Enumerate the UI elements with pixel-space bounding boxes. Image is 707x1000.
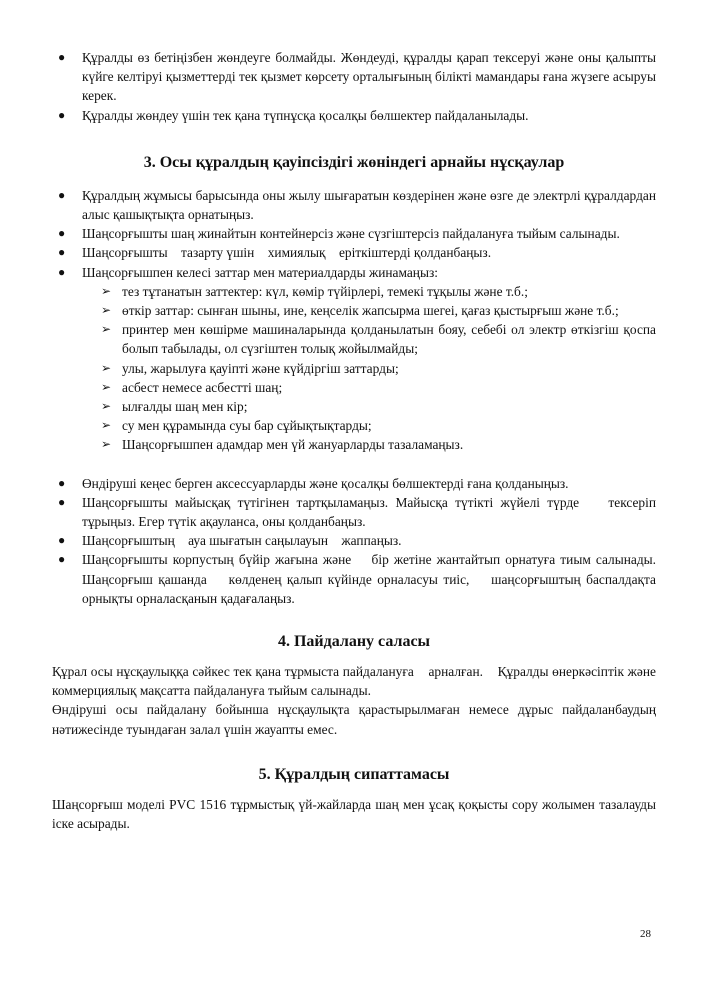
bullet-icon: ● (58, 533, 66, 548)
section-3-bullet-list (52, 186, 656, 282)
list-item: ● Құралдың жұмысы барысында оны жылу шығаратын көздерінен және өзге де электрлі құралдардан алыс қашықтықта орнатыңыз. (58, 187, 656, 223)
forbidden-items-list (52, 282, 656, 455)
sub-list-item: ➢ улы, жарылуға қауіпті және күйдіргіш заттарды; (52, 359, 656, 378)
page-number: 28 (640, 928, 651, 940)
section-4-paragraph-2: Өндіруші осы пайдалану бойынша нұсқаулықта қарастырылмаған немесе дұрыс пайдаланбаудың нәтижесінде туындаған залал үшін жауапты емес. (52, 702, 656, 737)
arrow-bullet-icon: ➢ (101, 322, 112, 337)
arrow-bullet-icon: ➢ (101, 418, 112, 433)
list-item: ● Шаңсорғышты майысқақ түтігінен тартқыламаңыз. Майысқа түтікті жүйелі түрде тексеріп тұрыңыз. Егер түтік ақауланса, оны қолданбаңыз. (58, 494, 660, 530)
section-5-heading: 5. Құралдың сипаттамасы (258, 765, 450, 783)
bullet-icon: ● (58, 264, 66, 279)
bullet-icon: ● (58, 50, 66, 64)
bullet-icon: ● (58, 226, 66, 241)
bullet-icon: ● (58, 552, 66, 567)
sub-list-item: ➢ тез тұтанатын заттектер: күл, көмір түйірлері, темекі тұқылы және т.б.; (52, 282, 656, 301)
section-5-paragraph: Шаңсорғыш моделі PVC 1516 тұрмыстық үй-жайларда шаң мен ұсақ қоқысты сору жолымен тазалауды іске асырады. (52, 796, 656, 832)
list-item: ● Шаңсорғышты корпустың бүйір жағына және бір жетіне жантайтып орнатуға тиым салынады. Шаңсорғыш қашанда көлденең қалып күйінде орналасуы тиіс, шаңсорғыштың баспалдақта орнықты орналасқанын қадағалаңыз. (58, 552, 660, 606)
list-item: ● Шаңсорғышпен келесі заттар мен материалдарды жинамаңыз: (52, 263, 656, 282)
arrow-bullet-icon: ➢ (101, 399, 112, 414)
arrow-bullet-icon: ➢ (101, 437, 112, 452)
sub-list-item: ➢ ылғалды шаң мен кір; (52, 397, 656, 416)
list-item: ● Шаңсорғышты шаң жинайтын контейнерсіз және сүзгіштерсіз пайдалануға тыйым салынады. (52, 224, 656, 243)
sub-list-item: ➢ өткір заттар: сынған шыны, ине, кеңселік жапсырма шегеі, қағаз қыстырғыш және т.б.; (52, 301, 656, 320)
list-item: ● Өндіруші кеңес берген аксессуарларды және қосалқы бөлшектерді ғана қолданыңыз. (52, 474, 656, 493)
section-3-heading: 3. Осы құралдың қауіпсіздігі жөніндегі арнайы нұсқаулар (143, 153, 565, 171)
list-item: ● Шаңсорғышты тазарту үшін химиялық еріткіштерді қолданбаңыз. (52, 243, 656, 262)
sub-list-item: ➢ принтер мен көшірме машиналарында қолданылатын бояу, себебі ол электр өткізгіш қоспа болып табылады, ол сүзгіштен толық жойылмайды; (101, 322, 656, 357)
page-content (52, 48, 660, 833)
list-item: ● Құралды өз бетіңізбен жөндеуге болмайды. Жөндеуді, құралды қарап тексеруі және оны қалыпты күйге келтіруі қызметтерді тек қызмет көрсету орталығының білікті мамандары ғана жүзеге асыруы керек. (58, 50, 656, 104)
intro-bullet-list (52, 48, 656, 125)
section-4-paragraph-1: Құрал осы нұсқаулыққа сәйкес тек қана тұрмыста пайдалануға арналған. Құралды өнеркәсіптік және коммерциялық мақсатта пайдалануға тыйым салынады. (52, 664, 660, 699)
arrow-bullet-icon: ➢ (101, 379, 112, 394)
list-item: ● Құралды жөндеу үшін тек қана түпнұсқа қосалқы бөлшектер пайдаланылады. (52, 106, 656, 125)
arrow-bullet-icon: ➢ (101, 283, 112, 298)
spacer (52, 455, 656, 474)
section-4-heading: 4. Пайдалану саласы (277, 633, 431, 651)
bullet-icon: ● (58, 494, 66, 509)
sub-list-item: ➢ асбест немесе асбестті шаң; (52, 378, 656, 397)
bullet-icon: ● (58, 245, 66, 260)
sub-list-item: ➢ су мен құрамында суы бар сұйықтықтарды; (52, 416, 656, 435)
bullet-icon: ● (58, 187, 66, 202)
bullet-icon: ● (58, 475, 66, 490)
bullet-icon: ● (58, 107, 66, 122)
arrow-bullet-icon: ➢ (101, 360, 112, 375)
arrow-bullet-icon: ➢ (101, 303, 112, 318)
list-item: ● Шаңсорғыштың ауа шығатын саңылауын жаппаңыз. (52, 531, 656, 550)
section-3-bullet-list-2 (52, 474, 660, 608)
sub-list-item: ➢ Шаңсорғышпен адамдар мен үй жануарларды тазаламаңыз. (52, 435, 656, 454)
